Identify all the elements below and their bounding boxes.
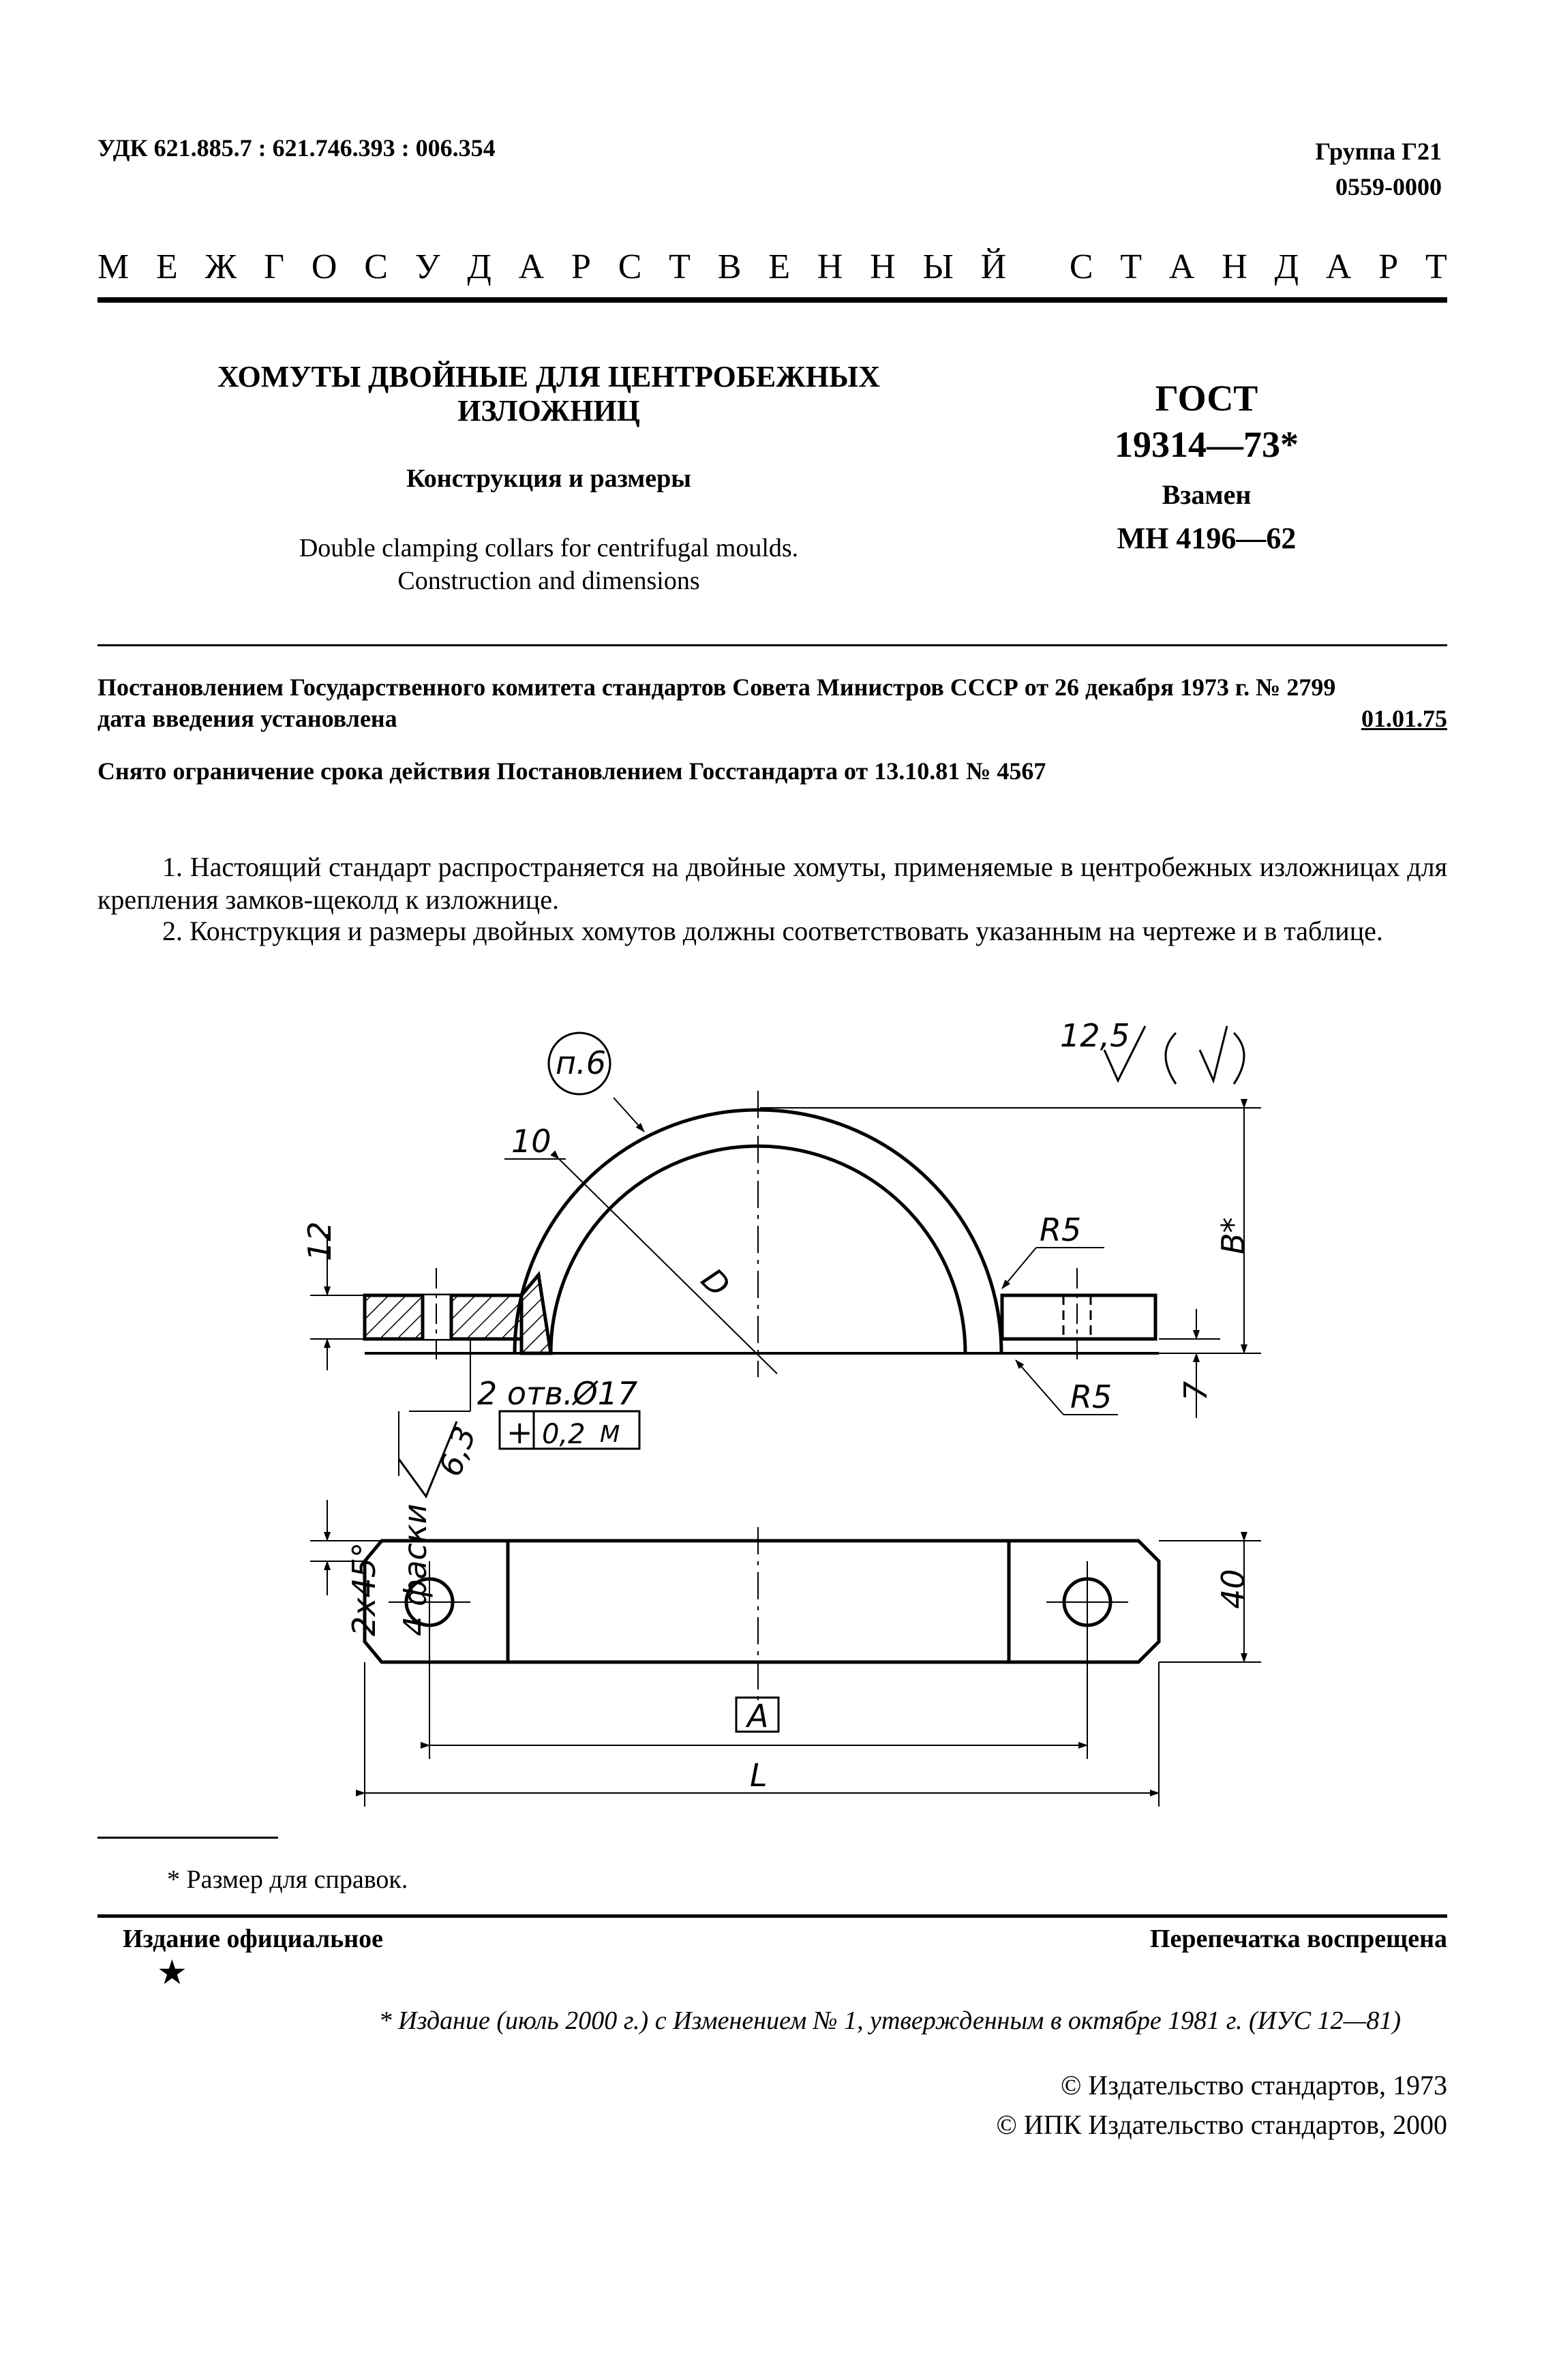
title-line-1: ХОМУТЫ ДВОЙНЫЕ ДЛЯ ЦЕНТРОБЕЖНЫХ [217, 360, 880, 393]
english-title-line-1: Double clamping collars for centrifugal moulds. [299, 534, 799, 562]
footnote: * Размер для справок. [167, 1865, 408, 1894]
heading-letter: С [618, 247, 642, 286]
roughness-label: 12,5 [1060, 1017, 1130, 1054]
dim-12-label: 12 [301, 1221, 338, 1261]
heading-letter: В [717, 247, 742, 286]
heading-letter: Г [264, 247, 285, 286]
heading-letter: Ж [205, 247, 237, 286]
subtitle: Конструкция и размеры [406, 464, 691, 493]
heading-letter: А [1168, 247, 1195, 286]
english-title-line-2: Construction and dimensions [397, 567, 700, 595]
title-line-2: ИЗЛОЖНИЦ [457, 394, 640, 427]
edition-note: * Издание (июль 2000 г.) с Изменением № 1, утвержденным в октябре 1981 г. (ИУС 12—81) [378, 2006, 1401, 2035]
diameter-label: D [694, 1261, 738, 1304]
chamfer-label-2: 4 фаски [397, 1503, 434, 1636]
heading-letter: Т [1425, 247, 1447, 286]
right-flange [1002, 1295, 1155, 1339]
heading-letter: Д [1274, 247, 1299, 286]
heading-letter: Н [817, 247, 843, 286]
chamfer-label-1: 2х45° [346, 1541, 382, 1636]
paragraph-1: 1. Настоящий стандарт распространяется на двойные хомуты, применяемые в центробежных изложницах для крепления замков-щеколд к изложнице. [97, 852, 1447, 915]
heading-letter: Т [1120, 247, 1142, 286]
heading-letter: Р [571, 247, 591, 286]
heading-letter: А [518, 247, 545, 286]
holes-note: 2 отв.Ø17 [477, 1375, 638, 1412]
heading-letter: У [414, 247, 440, 286]
copyright-block [997, 2066, 1447, 2145]
tolerance-value: 0,2 [542, 1419, 586, 1450]
dim-7-label: 7 [1177, 1381, 1214, 1401]
copyright-line-1: © Издательство стандартов, 1973 [1060, 2070, 1447, 2100]
tolerance-symbol: + [506, 1414, 533, 1451]
radius-label-bottom: R5 [1070, 1379, 1112, 1415]
okp-code: 0559-0000 [1335, 173, 1442, 200]
heading-letter: Н [870, 247, 896, 286]
heading-letter: С [364, 247, 388, 286]
official-edition-label: Издание официальное [123, 1925, 384, 1953]
heading-letter: Ы [922, 247, 954, 286]
heading-letter: Е [156, 247, 178, 286]
radius-label-top: R5 [1040, 1211, 1082, 1248]
footnote-rule [97, 1837, 278, 1839]
height-label: B* [1215, 1217, 1252, 1254]
heading-letter: М [97, 247, 130, 286]
heading-letter: Е [768, 247, 790, 286]
tolerance-modifier: M [600, 1421, 620, 1448]
heading-letter: Н [1222, 247, 1247, 286]
heading-letter: Т [669, 247, 691, 286]
replaces-label: Взамен [1162, 479, 1252, 510]
thickness-label: 10 [511, 1123, 551, 1160]
heading-letter: С [1069, 247, 1093, 286]
heading-letter: Й [980, 247, 1007, 286]
replaces-number: МН 4196—62 [1117, 522, 1297, 555]
paragraph-2: 2. Конструкция и размеры двойных хомутов должны соответствовать указанным на чертеже и в таблице. [162, 916, 1383, 946]
dim-40-label: 40 [1215, 1569, 1252, 1609]
surface-63-label: 6,3 [432, 1421, 483, 1481]
copyright-line-2: © ИПК Издательство стандартов, 2000 [996, 2109, 1447, 2140]
reprint-prohibited-label: Перепечатка воспрещена [1149, 1925, 1447, 1953]
decree-line-2: дата введения установлена [97, 705, 397, 732]
plan-outline [365, 1541, 1159, 1662]
gost-label: ГОСТ [1155, 378, 1258, 419]
heading-letter: А [1325, 247, 1352, 286]
heading-letter: Д [467, 247, 491, 286]
group-label: Группа Г21 [1315, 138, 1442, 165]
drawing-labels [301, 1017, 1252, 1794]
udk-code: УДК 621.885.7 : 621.746.393 : 006.354 [97, 134, 496, 162]
decree-date: 01.01.75 [1361, 705, 1447, 732]
limit-removed-note: Снято ограничение срока действия Постановлением Госстандарта от 13.10.81 № 4567 [97, 757, 1046, 785]
datum-label: A [747, 1698, 769, 1734]
decree-line-1: Постановлением Государственного комитета стандартов Совета Министров СССР от 26 декабря 1973 г. № 2799 [97, 674, 1336, 701]
plan-view [310, 1500, 1261, 1807]
length-label: L [750, 1757, 768, 1794]
footer-rule [97, 1914, 1447, 1918]
heading-letter: О [311, 247, 337, 286]
star-icon: ★ [157, 1953, 187, 1991]
ref-label: п.6 [556, 1044, 606, 1081]
gost-number: 19314—73* [1115, 424, 1299, 465]
heading-letter: Р [1378, 247, 1399, 286]
